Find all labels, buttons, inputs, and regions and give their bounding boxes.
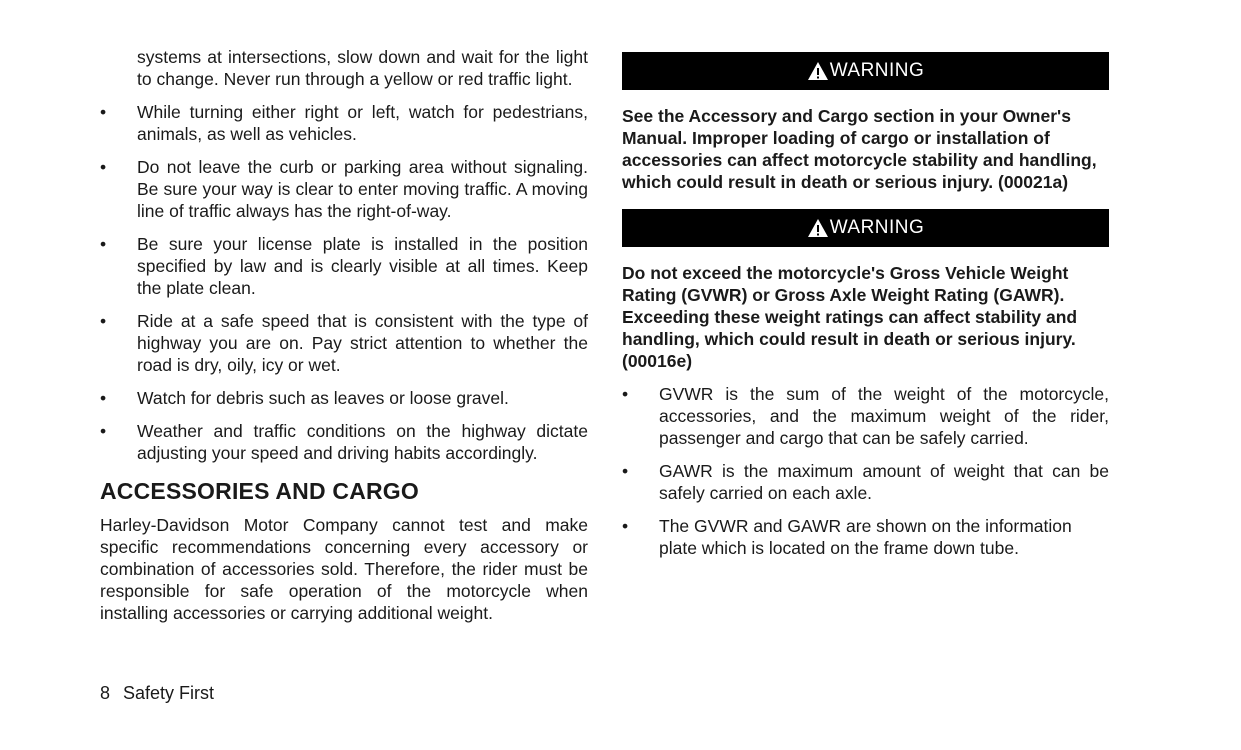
right-column — [622, 52, 1109, 559]
list-item-text: Watch for debris such as leaves or loose gravel. — [137, 388, 509, 408]
list-item-text: The GVWR and GAWR are shown on the information plate which is located on the frame down tube. — [659, 516, 1072, 558]
list-item — [100, 156, 588, 222]
list-item-text: GAWR is the maximum amount of weight that can be safely carried on each axle. — [659, 461, 1109, 503]
bullet-marker: • — [100, 157, 107, 177]
page-number: 8 — [100, 683, 111, 703]
warning-triangle-icon — [807, 61, 829, 81]
bullet-marker: • — [100, 388, 107, 408]
list-item — [100, 233, 588, 299]
bullet-marker: • — [100, 234, 107, 254]
bullet-marker: • — [100, 421, 107, 441]
warning-label: WARNING — [829, 217, 925, 238]
page-footer — [100, 683, 214, 704]
left-bullet-list — [100, 101, 588, 464]
warning-banner — [622, 209, 1109, 247]
list-item — [100, 387, 588, 409]
list-item — [622, 515, 1109, 559]
warning-text: Do not exceed the motorcycle's Gross Vehicle Weight Rating (GVWR) or Gross Axle Weight Rating (GAWR). Exceeding these weight ratings can affect stability and handling, which could result in death or serious injury. (00016e) — [622, 263, 1078, 371]
list-item-text: GVWR is the sum of the weight of the motorcycle, accessories, and the maximum weight of the rider, passenger and cargo that can be safely carried. — [659, 384, 1109, 448]
list-item-text: Ride at a safe speed that is consistent with the type of highway you are on. Pay strict attention to whether the road is dry, oily, icy or wet. — [137, 311, 588, 375]
warning-label: WARNING — [829, 60, 925, 81]
right-bullet-list — [622, 383, 1109, 559]
section-body: Harley-Davidson Motor Company cannot test and make specific recommendations concerning every accessory or combination of accessories sold. Therefore, the rider must be responsible for safe operation of the motorcycle when installing accessories or carrying additional weight. — [100, 515, 588, 623]
bullet-marker: • — [622, 516, 629, 536]
list-item — [100, 420, 588, 464]
bullet-marker: • — [100, 102, 107, 122]
list-item — [100, 310, 588, 376]
list-item — [622, 460, 1109, 504]
list-item-text: Be sure your license plate is installed in the position specified by law and is clearly visible at all times. Keep the plate clean. — [137, 234, 588, 298]
list-item-text: Do not leave the curb or parking area without signaling. Be sure your way is clear to enter moving traffic. A moving line of traffic always has the right-of-way. — [137, 157, 588, 221]
bullet-marker: • — [100, 311, 107, 331]
warning-banner — [622, 52, 1109, 90]
list-item-text: Weather and traffic conditions on the highway dictate adjusting your speed and driving habits accordingly. — [137, 421, 588, 463]
section-heading: ACCESSORIES AND CARGO — [100, 478, 419, 504]
list-item-text: While turning either right or left, watch for pedestrians, animals, as well as vehicles. — [137, 102, 588, 144]
left-column — [100, 46, 588, 624]
bullet-marker: • — [622, 461, 629, 481]
footer-section-title: Safety First — [123, 683, 215, 703]
bullet-marker: • — [622, 384, 629, 404]
list-item — [100, 101, 588, 145]
warning-text: See the Accessory and Cargo section in your Owner's Manual. Improper loading of cargo or installation of accessories can affect motorcycle stability and handling, which could result in death or serious injury. (00021a) — [622, 106, 1097, 192]
warning-triangle-icon — [807, 218, 829, 238]
continued-paragraph: systems at intersections, slow down and wait for the light to change. Never run through a yellow or red traffic light. — [137, 47, 588, 89]
list-item — [622, 383, 1109, 449]
